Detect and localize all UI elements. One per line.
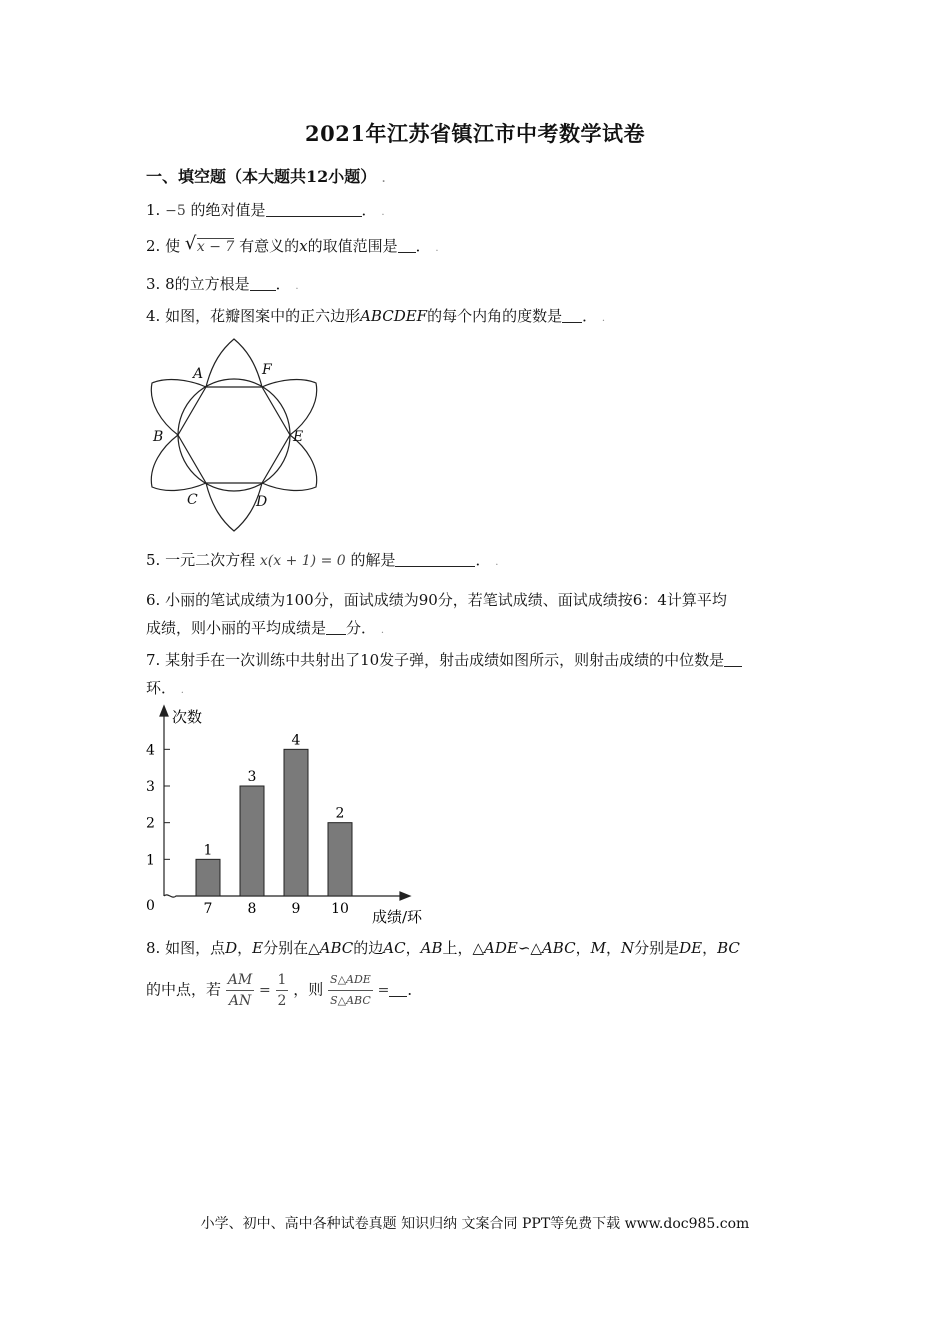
q6-line-1: 6. 小丽的笔试成绩为100分，面试成绩为90分，若笔试成绩、面试成绩按6：4计算平均: [146, 591, 727, 609]
bar: [196, 859, 220, 896]
q5-equation: x(x + 1) = 0: [259, 553, 346, 569]
q8-point-d: D: [225, 939, 238, 957]
axis-break: [164, 895, 180, 897]
label-f: F: [262, 362, 272, 378]
petal-hexagon-figure: [140, 335, 330, 540]
q8-point-m: M: [590, 939, 606, 957]
bar: [240, 786, 264, 896]
q7-blank: [724, 652, 742, 667]
bar: [284, 749, 308, 896]
q8-text-a: 8. 如图，点: [146, 939, 226, 957]
question-8-line-2: 的中点，若 $\frac{AM}{AN}$ = $\frac{1}{2}$ ，则 $\frac{\text{S△ADE}}{\text{S△ABC}}$ = ．: [146, 972, 423, 1009]
label-d: D: [256, 494, 268, 510]
section-heading-text: 一、填空题（本大题共12小题）: [146, 167, 377, 186]
question-4: 4. 如图，花瓣图案中的正六边形ABCDEF的每个内角的度数是 ． .: [146, 307, 606, 325]
bar-data-label: 2: [335, 805, 345, 822]
page-footer: 小学、初中、高中各种试卷真题 知识归纳 文案合同 PPT等免费下载 www.doc985.com: [200, 1216, 750, 1232]
q8-equals-1: =: [259, 982, 271, 999]
q2-text-a: 有意义的: [239, 237, 300, 255]
q8-triangle-ade: ADE: [484, 939, 518, 957]
q3-blank: [250, 276, 276, 291]
y-tick-label: 1: [146, 852, 155, 869]
q8-side-ab: AB: [420, 939, 443, 957]
y-axis-label: 次数: [172, 708, 203, 726]
label-c: C: [187, 492, 198, 508]
q8-segment-de: DE: [679, 939, 703, 957]
q8-frac2-numerator: 1: [276, 970, 289, 991]
q4-blank: [562, 308, 582, 323]
label-e: E: [293, 429, 304, 445]
petal-top: [206, 339, 262, 387]
page-title: 2021年江苏省镇江市中考数学试卷: [305, 121, 645, 146]
question-2: 2. 使 √ x − 7 有意义的x的取值范围是 ． .: [146, 235, 439, 260]
q8-blank: [389, 982, 407, 997]
q8-frac2-denominator: 2: [277, 993, 287, 1009]
q8-text-c: 的边: [353, 939, 384, 957]
question-6: 6. 小丽的笔试成绩为100分，面试成绩为90分，若笔试成绩、面试成绩按6：4计算平均 成绩，则小丽的平均成绩是 分． .: [146, 586, 727, 645]
q8-fraction-am-an: [226, 970, 254, 1011]
q8-frac3-denominator: S△ABC: [330, 994, 371, 1007]
q1-text: 的绝对值是: [190, 201, 266, 219]
question-1: 1. −5 的绝对值是 ． .: [146, 201, 385, 219]
q2-text-b: 的取值范围是: [307, 237, 398, 255]
q3-text: 3. 8的立方根是: [146, 275, 250, 293]
q5-blank: [395, 552, 475, 567]
bar-data-label: 4: [291, 732, 301, 749]
circle: [178, 379, 290, 491]
bar-data-label: 3: [247, 769, 257, 785]
regular-hexagon: [178, 387, 290, 483]
q8-frac3-numerator: S△ADE: [328, 970, 373, 991]
y-axis-arrow: [160, 706, 168, 716]
q8-triangle-abc-2: ABC: [541, 939, 576, 957]
q8-text-e: 分别是: [634, 939, 680, 957]
q8-sep-2: ，: [405, 939, 421, 957]
q8-sep-5: ，: [702, 939, 718, 957]
y-tick-label: 3: [146, 779, 155, 795]
q8-fraction-one-half: [276, 970, 289, 1011]
q5-text-b: 的解是: [350, 551, 396, 569]
bar-data-label: 1: [203, 842, 213, 859]
q2-sqrt: √ x − 7: [184, 233, 235, 255]
q8-sep-1: ，: [237, 939, 253, 957]
label-a: A: [193, 366, 204, 382]
q8-fraction-area-ratio: [328, 970, 373, 1011]
q8-point-n: N: [620, 939, 635, 957]
q8-sep-3: ，: [575, 939, 591, 957]
q8-equals-2: =: [377, 982, 390, 999]
q8-frac1-numerator: AM: [226, 970, 254, 991]
section-heading: 一、填空题（本大题共12小题） .: [146, 167, 386, 186]
q8-triangle-abc: ABC: [319, 939, 354, 957]
q7-line-1: 7. 某射手在一次训练中共射出了10发子弹，射击成绩如图所示，则射击成绩的中位数是: [146, 651, 725, 669]
bar: [328, 823, 352, 896]
q8-segment-bc: BC: [717, 939, 740, 957]
x-tick-label: 9: [291, 901, 301, 917]
question-5: 5. 一元二次方程 x(x + 1) = 0 的解是 ． .: [146, 551, 499, 569]
x-tick-label: 7: [203, 901, 213, 917]
question-7: 7. 某射手在一次训练中共射出了10发子弹，射击成绩如图所示，则射击成绩的中位数是 环． .: [146, 646, 742, 705]
q5-text-a: 5. 一元二次方程: [146, 551, 256, 569]
petal-bottom: [206, 483, 262, 531]
x-axis-label: 成绩/环: [372, 908, 423, 926]
q8-text-d: 上，△: [442, 939, 485, 957]
q8-sep-4: ，: [605, 939, 621, 957]
q2-blank: [398, 238, 416, 253]
q4-text-a: 4. 如图，花瓣图案中的正六边形: [146, 307, 361, 325]
q8-line2-text-b: ，则: [293, 980, 324, 999]
question-3: 3. 8的立方根是 ． .: [146, 275, 299, 293]
q1-blank: [266, 202, 362, 217]
q8-similar-sign: ∽△: [517, 939, 542, 957]
q8-frac1-denominator: AN: [228, 993, 252, 1009]
q8-line2-text-a: 的中点，若: [146, 980, 222, 999]
x-axis-arrow: [400, 892, 410, 900]
x-tick-label: 10: [331, 901, 349, 917]
question-8: [146, 937, 740, 959]
q2-radicand: x − 7: [196, 239, 235, 255]
q2-number: 2. 使: [146, 237, 181, 255]
q8-text-b: 分别在△: [263, 939, 320, 957]
q7-line-2: 环．: [146, 679, 177, 697]
q8-point-e: E: [252, 939, 264, 957]
q6-line-2: 成绩，则小丽的平均成绩是: [146, 619, 327, 637]
q2-var: x: [299, 237, 308, 255]
q6-blank: [326, 620, 346, 635]
y-tick-label: 4: [146, 742, 155, 759]
origin-label: 0: [146, 898, 155, 914]
q4-text-b: 的每个内角的度数是: [427, 307, 563, 325]
shooting-score-bar-chart: [140, 700, 450, 930]
q8-side-ac: AC: [383, 939, 406, 957]
x-tick-label: 8: [247, 901, 257, 917]
q1-number: 1.: [146, 201, 161, 219]
y-tick-label: 2: [146, 815, 155, 832]
q6-line-2-end: 分．: [346, 619, 377, 637]
q1-expression: −5: [165, 203, 186, 219]
q4-hexagon-name: ABCDEF: [360, 307, 428, 325]
label-b: B: [153, 429, 164, 445]
